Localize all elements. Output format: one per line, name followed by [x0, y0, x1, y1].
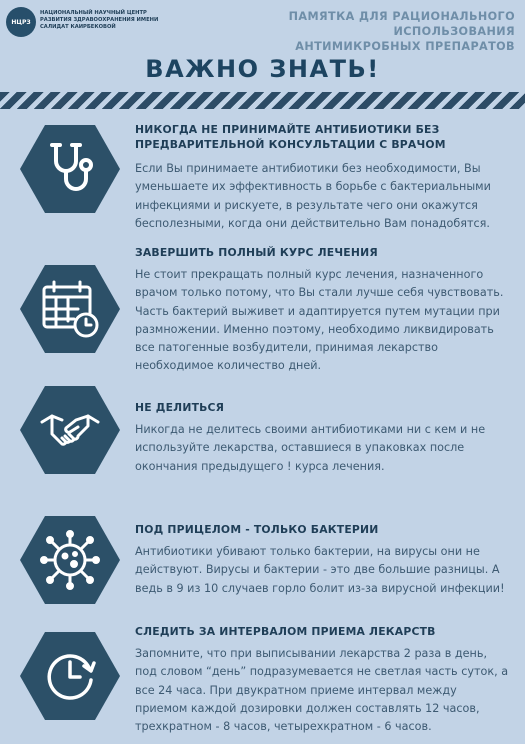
memo-title — [175, 9, 515, 54]
tip-text: Запомните, что при выписывании лекарства 2 раза в день, под словом “день” подразумевается не светлая часть суток, а все 24 часа. При двукратном приеме интервал между приемом каждой дозировки должен составлять 12 часов, трехкратном - 8 часов, четырехкратном - 6 часов. — [135, 647, 509, 734]
clock-refresh-icon — [38, 644, 102, 708]
hexagon-badge — [20, 386, 120, 474]
tip-title: ПОД ПРИЦЕЛОМ - ТОЛЬКО БАКТЕРИИ — [135, 523, 379, 536]
header — [0, 0, 525, 53]
hexagon-badge — [20, 265, 120, 353]
striped-divider — [0, 92, 525, 109]
calendar-clock-icon — [38, 277, 102, 341]
tip-text: Если Вы принимаете антибиотики без необходимости, Вы уменьшаете их эффективность в борьбе с бактериальными инфекциями и рискуете, в результате чего они окажутся бесполезными, когда они действительно Вам понадобятся. — [135, 162, 491, 230]
tip-title: НЕ ДЕЛИТЬСЯ — [135, 401, 225, 414]
tip-text: Никогда не делитесь своими антибиотиками ни с кем и не используйте лекарства, оставшиеся в упаковках после окончания предыдущего ! курса лечения. — [135, 423, 486, 473]
hexagon-badge — [20, 125, 120, 213]
hexagon-badge — [20, 516, 120, 604]
tip-text: Антибиотики убивают только бактерии, на вирусы они не действуют. Вирусы и бактерии - это две большие разницы. А ведь в 9 из 10 случаев горло болит из-за вирусной инфекции! — [135, 545, 505, 595]
memo-title-line-2: АНТИМИКРОБНЫХ ПРЕПАРАТОВ — [295, 40, 515, 53]
stethoscope-icon — [38, 137, 102, 201]
organization-name: НАЦИОНАЛЬНЫЙ НАУЧНЫЙ ЦЕНТР РАЗВИТИЯ ЗДРАВООХРАНЕНИЯ ИМЕНИ САЛИДАТ КАИРБЕКОВОЙ — [40, 10, 159, 30]
hexagon-badge — [20, 632, 120, 720]
logo: НЦРЗ — [6, 7, 36, 37]
tip-title: НИКОГДА НЕ ПРИНИМАЙТЕ АНТИБИОТИКИ БЕЗ ПРЕДВАРИТЕЛЬНОЙ КОНСУЛЬТАЦИИ С ВРАЧОМ — [135, 123, 446, 151]
tip-title: ЗАВЕРШИТЬ ПОЛНЫЙ КУРС ЛЕЧЕНИЯ — [135, 246, 378, 259]
tip-text: Не стоит прекращать полный курс лечения, назначенного врачом только потому, что Вы стали лучше себя чувствовать. Часть бактерий выживет и адаптируется путем мутации при размножении. Именно поэтому, необходимо ликвидировать все патогенные возбудители, принимая лекарство необходимое количество дней. — [135, 268, 504, 373]
handshake-icon — [38, 398, 102, 462]
virus-icon — [38, 528, 102, 592]
memo-title-line-1: ПАМЯТКА ДЛЯ РАЦИОНАЛЬНОГО ИСПОЛЬЗОВАНИЯ — [288, 10, 515, 38]
tip-title: СЛЕДИТЬ ЗА ИНТЕРВАЛОМ ПРИЕМА ЛЕКАРСТВ — [135, 625, 436, 638]
main-title: ВАЖНО ЗНАТЬ! — [145, 55, 380, 83]
